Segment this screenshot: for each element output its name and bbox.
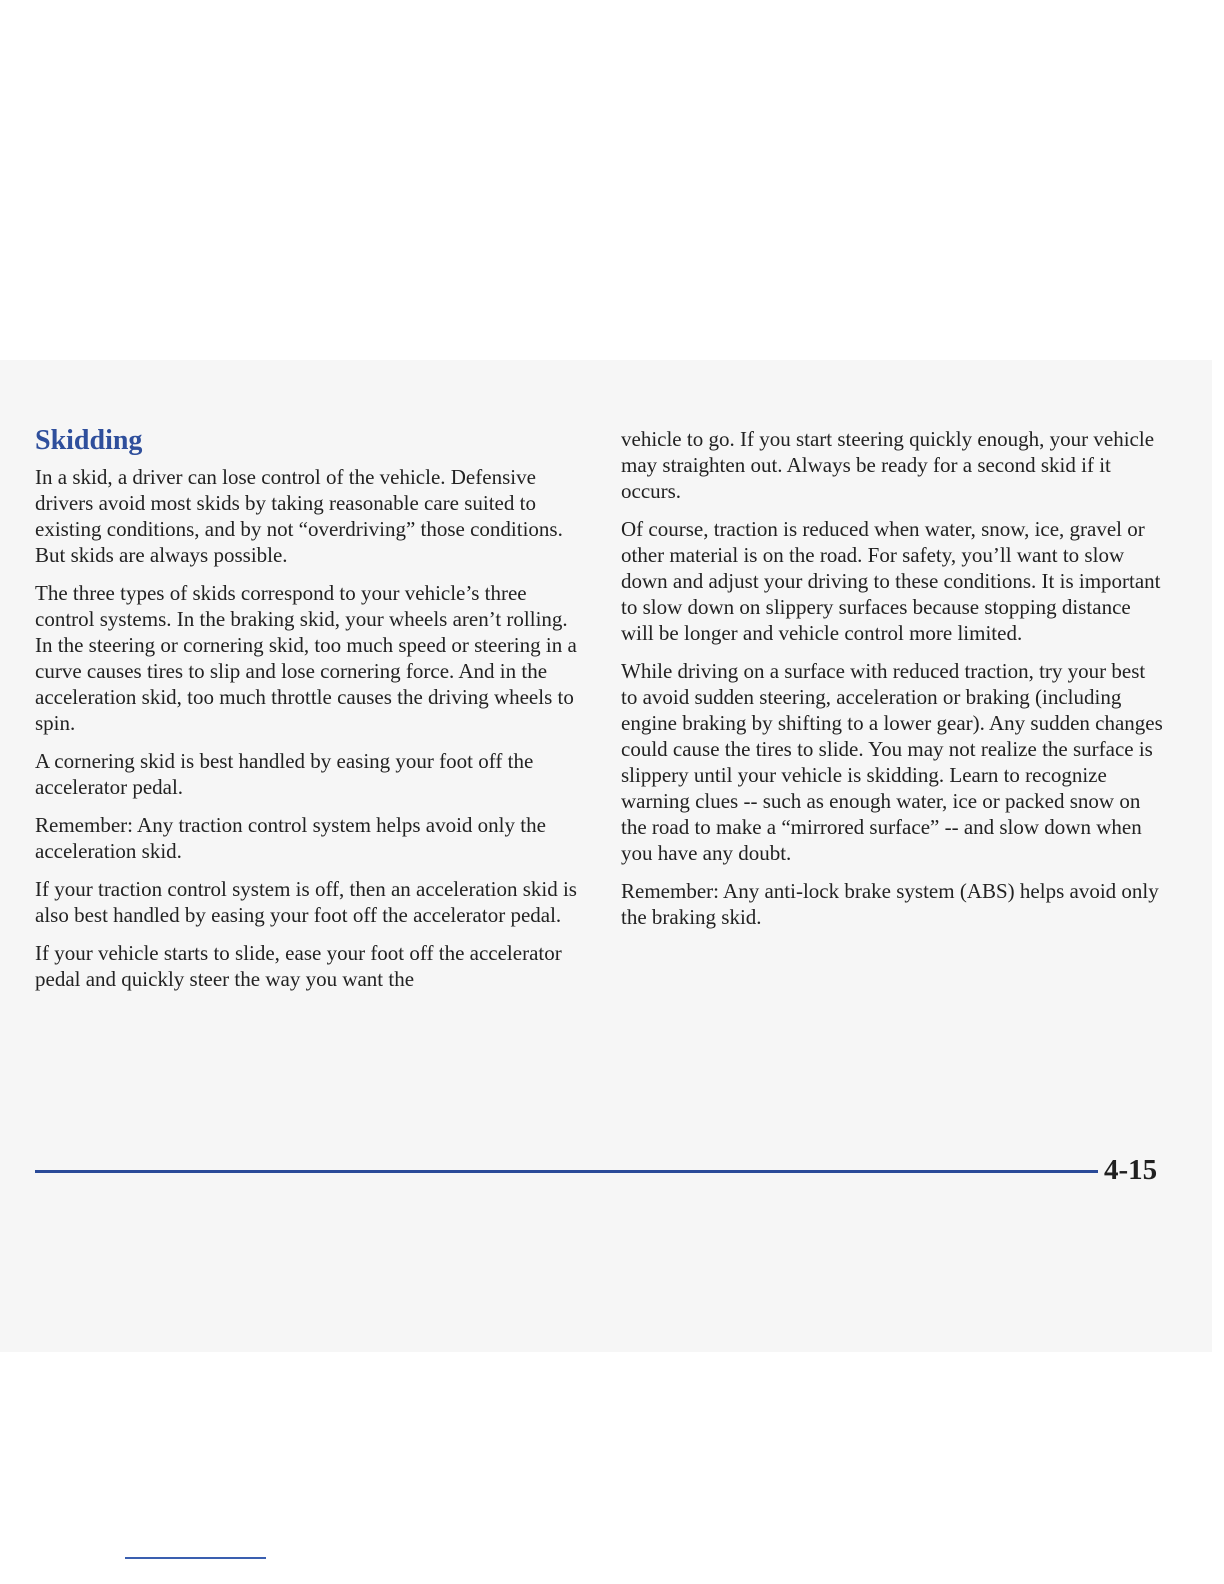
footer-divider (35, 1170, 1098, 1173)
bottom-divider (125, 1557, 266, 1559)
paragraph: vehicle to go. If you start steering quickly enough, your vehicle may straighten out. Always be ready for a second skid if it occurs. (621, 427, 1155, 503)
paragraph: In a skid, a driver can lose control of the vehicle. Defensive drivers avoid most skids by taking reasonable care suited to existing conditions, and by not “overdriving” those conditions. But skids are always possible. (35, 465, 563, 567)
right-column (621, 426, 1166, 942)
paragraph: If your vehicle starts to slide, ease your foot off the accelerator pedal and quickly steer the way you want the (35, 941, 562, 991)
paragraph: Remember: Any traction control system helps avoid only the acceleration skid. (35, 813, 546, 863)
paragraph: Of course, traction is reduced when water, snow, ice, gravel or other material is on the road. For safety, you’ll want to slow down and adjust your driving to these conditions. It is important to slow down on slippery surfaces because stopping distance will be longer and vehicle control more limited. (621, 517, 1161, 645)
paragraph: While driving on a surface with reduced traction, try your best to avoid sudden steering, acceleration or braking (including engine braking by shifting to a lower gear). Any sudden changes could cause the tires to slide. You may not realize the surface is slippery until your vehicle is skidding. Learn to recognize warning clues -- such as enough water, ice or packed snow on the road to make a “mirrored surface” -- and slow down when you have any doubt. (621, 659, 1163, 865)
left-column (35, 424, 583, 1004)
paragraph: Remember: Any anti-lock brake system (ABS) helps avoid only the braking skid. (621, 879, 1159, 929)
section-title: Skidding (35, 425, 143, 456)
paragraph: If your traction control system is off, then an acceleration skid is also best handled by easing your foot off the accelerator pedal. (35, 877, 577, 927)
page-number: 4-15 (1104, 1154, 1158, 1186)
paragraph: A cornering skid is best handled by easing your foot off the accelerator pedal. (35, 749, 534, 799)
page-content-panel (0, 360, 1212, 1352)
paragraph: The three types of skids correspond to your vehicle’s three control systems. In the braking skid, your wheels aren’t rolling. In the steering or cornering skid, too much speed or steering in a curve causes tires to slip and lose cornering force. And in the acceleration skid, too much throttle causes the driving wheels to spin. (35, 581, 577, 735)
